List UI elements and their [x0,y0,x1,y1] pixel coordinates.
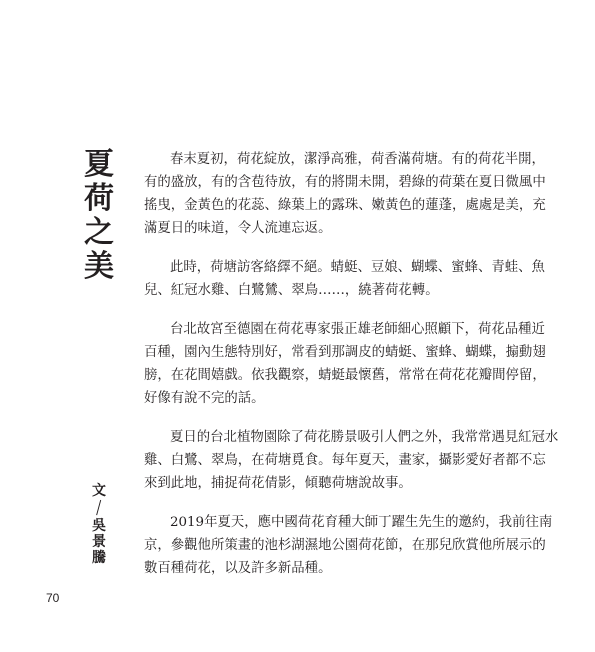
paragraph [144,256,545,302]
title-char: 夏 [84,147,114,182]
byline-prefix: 文 [92,483,106,499]
text-line: 滿夏日的味道，令人流連忘返。 [144,221,332,236]
byline-slash: ／ [90,498,108,518]
text-line: 搖曳，金黃色的花蕊、綠葉上的露珠、嫩黃色的蓮蓬，處處是美，充 [144,198,546,213]
title-char: 荷 [84,181,114,216]
text-line: 數百種荷花，以及許多新品種。 [144,561,332,576]
text-line: 春末夏初，荷花綻放，潔淨高雅，荷香滿荷塘。有的荷花半開， [170,152,545,167]
paragraph [144,148,546,240]
article-title [82,148,116,284]
text-line: 有的盛放，有的含苞待放，有的將開未開，碧綠的荷葉在夏日微風中 [144,175,546,190]
text-line: 台北故宮至德園在荷花專家張正雄老師細心照顧下，荷花品種近 [170,322,545,337]
page-number: 70 [46,591,60,605]
title-char: 美 [84,249,114,284]
paragraph [144,318,546,410]
text-line: 來到此地，捕捉荷花倩影，傾聽荷塘說故事。 [144,476,412,491]
author-byline [88,483,110,566]
title-char: 之 [84,215,114,250]
paragraph [144,511,553,580]
text-line: 好像有說不完的話。 [144,391,265,406]
text-line: 膀，在花間嬉戲。依我觀察，蜻蜓最懷舊，常常在荷花花瓣間停留， [144,368,546,383]
author-char: 騰 [92,550,106,566]
author-char: 吳 [92,518,106,534]
article-body [144,148,559,580]
text-line: 2019年夏天，應中國荷花育種大師丁躍生先生的邀約，我前往南 [170,515,553,530]
text-line: 夏日的台北植物園除了荷花勝景吸引人們之外，我常常遇見紅冠水 [170,430,559,445]
text-line: 雞、白鷺、翠鳥，在荷塘覓食。每年夏天，畫家，攝影愛好者都不忘 [144,453,546,468]
text-line: 兒、紅冠水雞、白鷺鷥、翠鳥……，繞著荷花轉。 [144,283,439,298]
text-line: 京，參觀他所策畫的池杉湖濕地公園荷花節，在那兒欣賞他所展示的 [144,538,546,553]
author-char: 景 [92,534,106,550]
paragraph [144,426,559,495]
text-line: 此時，荷塘訪客絡繹不絕。蜻蜓、豆娘、蝴蝶、蜜蜂、青蛙、魚 [170,260,545,275]
text-line: 百種，園內生態特別好，常看到那調皮的蜻蜓、蜜蜂、蝴蝶，搧動翅 [144,345,546,360]
